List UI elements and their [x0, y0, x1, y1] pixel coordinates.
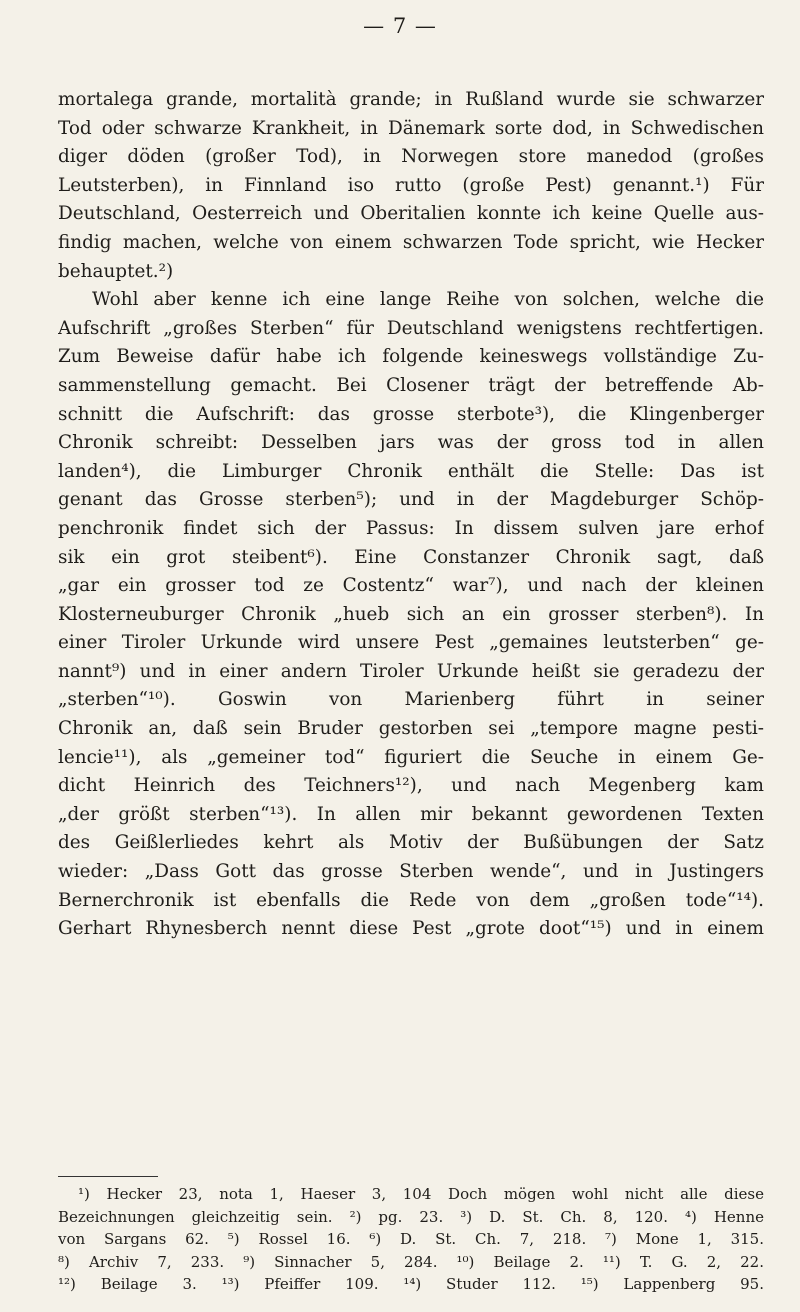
text-line: dicht Heinrich des Teichners¹²), und nach Megenberg kam [58, 775, 764, 797]
text-line: Leutsterben), in Finnland iso rutto (große Pest) genannt.¹) Für [58, 174, 764, 196]
text-line: „der größt sterben“¹³). In allen mir bekannt gewordenen Texten [58, 803, 764, 825]
text-line: mortalega grande, mortalità grande; in Rußland wurde sie schwarzer [58, 89, 764, 110]
footnote-line: Bezeichnungen gleichzeitig sein. ²) pg. 23. ³) D. St. Ch. 8, 120. ⁴) Henne [58, 1207, 764, 1226]
text-line: Zum Beweise dafür habe ich folgende keineswegs vollständige Zu- [58, 346, 764, 368]
text-line: sik ein grot steibent⁶). Eine Constanzer Chronik sagt, daß [58, 546, 764, 568]
text-line: Deutschland, Oesterreich und Oberitalien konnte ich keine Quelle aus- [58, 203, 764, 225]
text-line: genant das Grosse sterben⁵); und in der Magdeburger Schöp- [58, 489, 764, 511]
text-line: Tod oder schwarze Krankheit, in Dänemark sorte dod, in Schwedischen [58, 117, 764, 139]
text-line: einer Tiroler Urkunde wird unsere Pest „gemaines leutsterben“ ge- [58, 632, 764, 654]
text-line: behauptet.²) [58, 260, 174, 282]
text-line: schnitt die Aufschrift: das grosse sterbote³), die Klingenberger [58, 403, 764, 425]
text-line: des Geißlerliedes kehrt als Motiv der Bußübungen der Satz [58, 832, 764, 854]
text-line: penchronik findet sich der Passus: In dissem sulven jare erhof [58, 517, 764, 539]
text-line: wieder: „Dass Gott das grosse Sterben wende“, und in Justingers [58, 861, 764, 883]
text-line: lencie¹¹), als „gemeiner tod“ figuriert die Seuche in einem Ge- [58, 746, 764, 768]
text-line: Wohl aber kenne ich eine lange Reihe von solchen, welche die [92, 289, 764, 311]
text-line: Klosterneuburger Chronik „hueb sich an ein grosser sterben⁸). In [58, 603, 764, 625]
text-line: Chronik an, daß sein Bruder gestorben sei „tempore magne pesti- [58, 718, 764, 740]
footnote-line: ¹) Hecker 23, nota 1, Haeser 3, 104 Doch mögen wohl nicht alle diese [78, 1185, 764, 1203]
text-line: „gar ein grosser tod ze Costentz“ war⁷), und nach der kleinen [58, 575, 764, 597]
text-line: landen⁴), die Limburger Chronik enthält die Stelle: Das ist [58, 460, 764, 482]
footnote-line: von Sargans 62. ⁵) Rossel 16. ⁶) D. St. Ch. 7, 218. ⁷) Mone 1, 315. [58, 1230, 764, 1248]
text-line: nannt⁹) und in einer andern Tiroler Urkunde heißt sie geradezu der [58, 660, 764, 682]
text-line: Gerhart Rhynesberch nennt diese Pest „grote doot“¹⁵) und in einem [58, 918, 764, 940]
footnote-line: ⁸) Archiv 7, 233. ⁹) Sinnacher 5, 284. ¹⁰) Beilage 2. ¹¹) T. G. 2, 22. [58, 1252, 764, 1271]
footnote-divider [58, 1176, 158, 1177]
text-line: diger döden (großer Tod), in Norwegen store manedod (großes [58, 146, 764, 168]
body-text [58, 86, 764, 944]
text-line: Chronik schreibt: Desselben jars was der gross tod in allen [58, 432, 764, 454]
footnote-line: ¹²) Beilage 3. ¹³) Pfeiffer 109. ¹⁴) Studer 112. ¹⁵) Lappenberg 95. [58, 1275, 764, 1293]
text-line: Bernerchronik ist ebenfalls die Rede von dem „großen tode“¹⁴). [58, 889, 764, 911]
text-line: Aufschrift „großes Sterben“ für Deutschland wenigstens rechtfertigen. [58, 317, 764, 339]
footnotes [58, 1183, 764, 1296]
text-line: „sterben“¹⁰). Goswin von Marienberg führt in seiner [58, 689, 764, 711]
text-line: findig machen, welche von einem schwarzen Tode spricht, wie Hecker [58, 231, 764, 253]
text-line: sammenstellung gemacht. Bei Closener trägt der betreffende Ab- [58, 374, 764, 396]
page-number: — 7 — [363, 14, 437, 38]
